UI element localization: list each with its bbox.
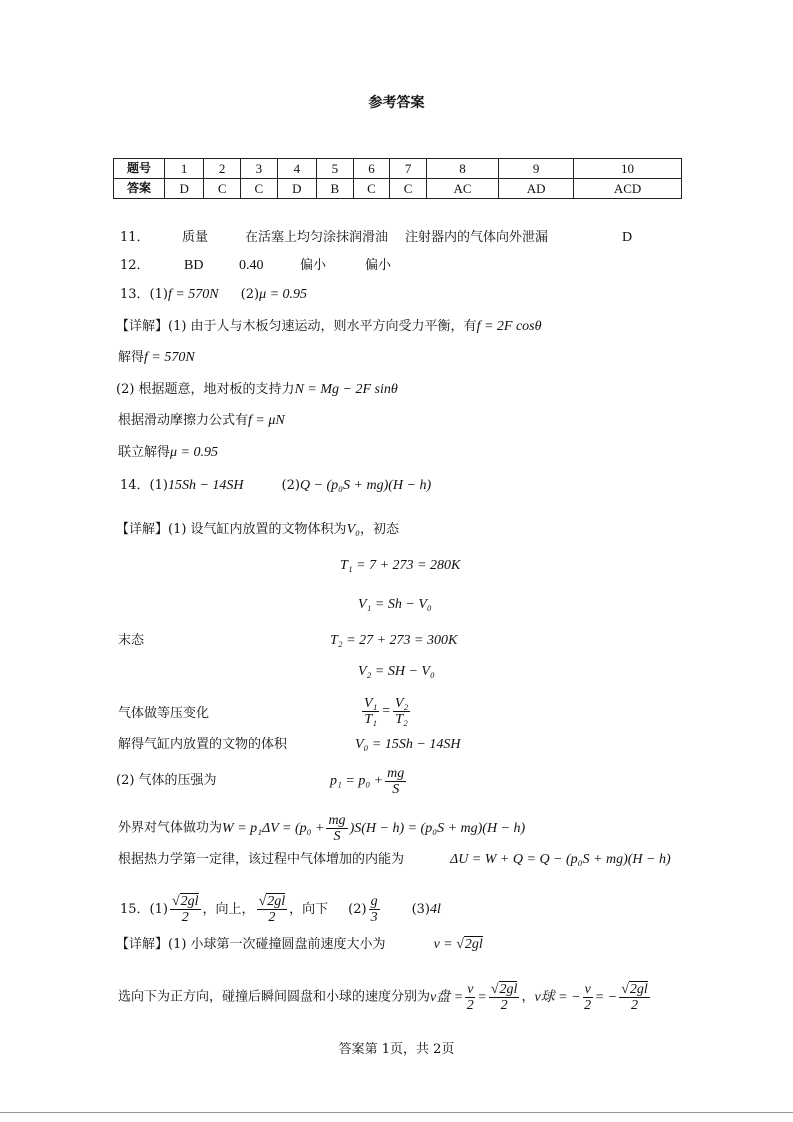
- fraction-denominator: 3: [370, 910, 378, 925]
- answer-cell: D: [277, 179, 316, 199]
- q14-head: 14．(1): [120, 478, 168, 493]
- formula: μ = 0.95: [170, 445, 218, 460]
- answer-cell: C: [241, 179, 278, 199]
- equals: =: [381, 703, 391, 719]
- answer-cell: AC: [426, 179, 498, 199]
- question-number-cell: 3: [241, 159, 278, 179]
- formula: W = p₁ΔV = (p₀ +: [222, 820, 325, 836]
- sqrt-content: 2gl: [267, 894, 286, 909]
- fraction-denominator: S: [333, 829, 341, 844]
- q11-answer: 注射器内的气体向外泄漏: [405, 230, 549, 245]
- fraction-numerator: mg: [387, 766, 405, 781]
- detail-text: 外界对气体做功为: [118, 820, 223, 836]
- formula: V₀ = 15Sh − 14SH: [355, 737, 461, 752]
- question-number-cell: 5: [317, 159, 354, 179]
- question-number-cell: 10: [574, 159, 682, 179]
- part-label: (3): [411, 902, 430, 917]
- equals: = −: [594, 989, 618, 1005]
- q11-answer: 在活塞上均匀涂抹润滑油: [245, 230, 389, 245]
- answer-cell: AD: [499, 179, 574, 199]
- detail-text: 解得: [118, 350, 145, 365]
- q12-number: 12．: [120, 258, 150, 273]
- formula: f = 570N: [144, 350, 195, 365]
- fraction-denominator: S: [392, 782, 400, 797]
- question-number-cell: 7: [390, 159, 427, 179]
- fraction-denominator: 2: [630, 998, 638, 1013]
- detail-text: 【详解】(1) 由于人与木板匀速运动，则水平方向受力平衡，有: [116, 319, 477, 334]
- detail-text: 联立解得: [118, 445, 171, 460]
- question-number-cell: 1: [165, 159, 204, 179]
- detail-text: 末态: [118, 633, 145, 648]
- q12-answer: 0.40: [239, 258, 264, 273]
- answer-text: ，向上，: [202, 902, 255, 917]
- formula: V₂ = SH − V₀: [358, 664, 435, 679]
- question-number-cell: 6: [353, 159, 390, 179]
- detail-text: 【详解】(1) 设气缸内放置的文物体积为: [116, 522, 347, 537]
- question-number-cell: 9: [499, 159, 574, 179]
- detail-text: 【详解】(1) 小球第一次碰撞圆盘前速度大小为: [116, 937, 386, 952]
- formula: 15Sh − 14SH: [167, 478, 244, 493]
- answer-table: [113, 158, 682, 199]
- detail-text: (2) 气体的压强为: [116, 773, 217, 788]
- detail-text: (2) 根据题意，地对板的支持力: [116, 382, 295, 397]
- detail-text: 选向下为正方向，碰撞后瞬间圆盘和小球的速度分别为: [118, 989, 431, 1005]
- formula: Q − (p₀S + mg)(H − h): [299, 478, 432, 493]
- sqrt-content: 2gl: [180, 894, 199, 909]
- formula: V₀: [346, 522, 360, 537]
- fraction-numerator: V₁: [364, 696, 378, 711]
- q11-answer: D: [622, 230, 633, 245]
- fraction-numerator: g: [370, 894, 378, 909]
- formula: v =: [433, 937, 457, 952]
- question-number-cell: 8: [426, 159, 498, 179]
- detail-text: ，初态: [359, 522, 399, 537]
- page-title: 参考答案: [368, 95, 425, 111]
- row-header: 答案: [114, 179, 165, 199]
- detail-text: 根据热力学第一定律，该过程中气体增加的内能为: [118, 852, 405, 867]
- row-header: 题号: [114, 159, 165, 179]
- fraction-denominator: 2: [584, 998, 592, 1013]
- equals: =: [477, 989, 487, 1005]
- q11-answer: 质量: [182, 230, 209, 245]
- fraction-denominator: T₂: [395, 712, 408, 727]
- detail-text: 气体做等压变化: [118, 706, 210, 721]
- formula: f = 570N: [167, 287, 219, 302]
- question-number-cell: 4: [277, 159, 316, 179]
- fraction-numerator: mg: [328, 813, 346, 828]
- separator: ，: [521, 989, 535, 1005]
- formula: v盘 =: [430, 989, 464, 1005]
- q15-head: 15．(1): [120, 902, 168, 917]
- formula: 4l: [430, 902, 441, 917]
- q13-head: 13．(1): [120, 287, 168, 302]
- question-number-cell: 2: [204, 159, 241, 179]
- formula: T₁ = 7 + 273 = 280K: [340, 558, 461, 573]
- answer-cell: B: [317, 179, 354, 199]
- part-label: (2): [348, 902, 367, 917]
- fraction-denominator: 2: [181, 910, 189, 925]
- answer-cell: C: [204, 179, 241, 199]
- fraction-numerator: v: [467, 982, 474, 997]
- answer-text: ，向下: [289, 902, 329, 917]
- part-label: (2): [240, 287, 260, 302]
- page-footer: 答案第 1页，共 2页: [338, 1042, 455, 1057]
- q12-answer: 偏小: [300, 258, 327, 273]
- answer-cell: C: [390, 179, 427, 199]
- answer-cell: D: [165, 179, 204, 199]
- answer-cell: C: [353, 179, 390, 199]
- formula: p₁ = p₀ +: [330, 773, 384, 789]
- answer-cell: ACD: [574, 179, 682, 199]
- part-label: (2): [281, 478, 300, 493]
- fraction-denominator: T₁: [364, 712, 378, 727]
- fraction-numerator: V₂: [394, 696, 409, 711]
- q11-number: 11．: [120, 230, 150, 245]
- detail-text: 解得气缸内放置的文物的体积: [118, 737, 288, 752]
- fraction-denominator: 2: [268, 910, 276, 925]
- formula: N = Mg − 2F sinθ: [294, 382, 398, 397]
- formula: μ = 0.95: [259, 287, 308, 302]
- fraction-denominator: 2: [500, 998, 508, 1013]
- sqrt-content: 2gl: [499, 982, 518, 997]
- formula: f = μN: [248, 413, 285, 428]
- detail-text: 根据滑动摩擦力公式有: [118, 413, 249, 428]
- formula: )S(H − h) = (p₀S + mg)(H − h): [349, 820, 526, 836]
- formula: f = 2F cosθ: [476, 319, 542, 334]
- q12-answer: 偏小: [365, 258, 392, 273]
- q12-answer: BD: [184, 258, 204, 273]
- formula: V₁ = Sh − V₀: [358, 597, 432, 612]
- formula: ΔU = W + Q = Q − (p₀S + mg)(H − h): [450, 852, 671, 867]
- sqrt-content: 2gl: [464, 937, 483, 952]
- formula: T₂ = 27 + 273 = 300K: [330, 633, 458, 648]
- fraction-denominator: 2: [466, 998, 474, 1013]
- fraction-numerator: v: [584, 982, 591, 997]
- formula: v球 = −: [534, 989, 581, 1005]
- sqrt-content: 2gl: [629, 982, 648, 997]
- page-bottom-divider: [0, 1112, 793, 1113]
